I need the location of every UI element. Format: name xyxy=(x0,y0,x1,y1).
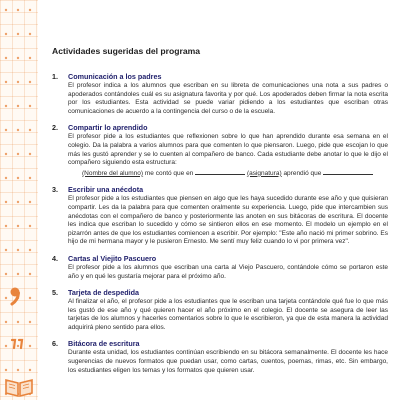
activity-item-3 xyxy=(52,185,388,247)
structure-text: aprendió que xyxy=(283,169,322,177)
activity-body: Durante esta unidad, los estudiantes continúan escribiendo en su bitácora semanalmente. El docente les hace sugerencias de nuevos formatos que puedan usar, como cartas, cuentos, poemas, rimas, etc. Sin embargo, los estudiantes eligen los temas y los formatos que quieren usar. xyxy=(68,349,388,374)
activity-title: Compartir lo aprendido xyxy=(68,123,148,133)
structure-subject-slot: (asignatura) xyxy=(246,169,282,177)
activity-title: Cartas al Viejito Pascuero xyxy=(68,253,157,263)
activity-item-4 xyxy=(52,254,388,281)
activity-item-1 xyxy=(52,72,388,116)
activity-number: 1. xyxy=(52,72,58,81)
structure-blank xyxy=(195,168,245,175)
structure-text: me contó que en xyxy=(144,169,194,177)
activity-title: Bitácora de escritura xyxy=(68,339,140,349)
activity-number: 6. xyxy=(52,339,58,349)
comma-icon xyxy=(8,286,22,306)
activity-number: 5. xyxy=(52,288,58,298)
activity-item-2 xyxy=(52,123,388,178)
activity-number: 3. xyxy=(52,185,58,195)
activity-title: Comunicación a los padres xyxy=(68,72,162,81)
document-page xyxy=(52,46,388,382)
activity-title: Escribir una anécdota xyxy=(68,185,144,195)
activity-item-5 xyxy=(52,288,388,332)
structure-name-slot: (Nombre del alumno) xyxy=(82,169,144,177)
activity-body: Al finalizar el año, el profesor pide a los estudiantes que le escriban una tarjeta contándole qué fue lo que más les gustó de ese año y qué quieren hacer el año próximo en el colegio. El docente se asegura de leer las tarjetas de los alumnos y hacerles comentarios sobre lo que le escribieron, ya que de esta manera la actividad adquirirá pleno sentido para ellos. xyxy=(68,298,388,331)
activity-body: El profesor pide a los estudiantes que reflexionen sobre lo que han aprendido durante esa semana en el colegio. Da la palabra a varios alumnos para que comenten lo que piensaron. Luego, pide que escojan lo que más les gustó aprender y se lo cuenten al compañero de banco. Cada estudiante debe anotar lo que le dijo el compañero siguiendo esta estructura: xyxy=(68,133,388,167)
quote-icon xyxy=(10,338,26,352)
activity-body: El profesor pide a los estudiantes que piensen en algo que les haya sucedido durante ese año y que quisieran compartir. Les da la palabra para que comenten oralmente su experiencia. Luego, pide que intercambien sus anécdotas con el compañero de banco y posteriormente las anoten en sus bitácoras de escritura. El docente les indica que escriban lo sucedido y cómo se sintieron ellos en ese momento. El modelo un ejemplo en el pizarrón antes de que los estudiantes comiencen a escribir. Por ejemplo: "Este año nació mi primer sobrino. Es hijo de mi hermana mayor y le pusieron Ernesto. Me sentí muy feliz cuando lo vi por primera vez". xyxy=(68,195,388,246)
book-icon xyxy=(4,376,34,398)
activity-body: El profesor indica a los alumnos que escriban en su libreta de comunicaciones una nota a sus padres o apoderados contándoles cuál es su asignatura favorita y por qué. Los apoderados deben firmar la nota escrita por los estudiantes. Esta actividad se puede variar pidiendo a los estudiantes que escriban otras comunicaciones de acuerdo a la contingencia del curso o de la escuela. xyxy=(68,82,388,115)
activities-list xyxy=(52,72,388,375)
activity-title: Tarjeta de despedida xyxy=(68,288,139,298)
activity-number: 4. xyxy=(52,253,58,263)
activity-body: El profesor pide a los alumnos que escriban una carta al Viejo Pascuero, contándole cómo se portaron este año y en qué les gustaría mejorar para el próximo año. xyxy=(68,263,388,280)
activity-number: 2. xyxy=(52,123,58,133)
structure-blank xyxy=(323,168,373,175)
sentence-structure xyxy=(68,168,388,179)
activity-item-6 xyxy=(52,339,388,375)
page-title: Actividades sugeridas del programa xyxy=(52,46,201,56)
